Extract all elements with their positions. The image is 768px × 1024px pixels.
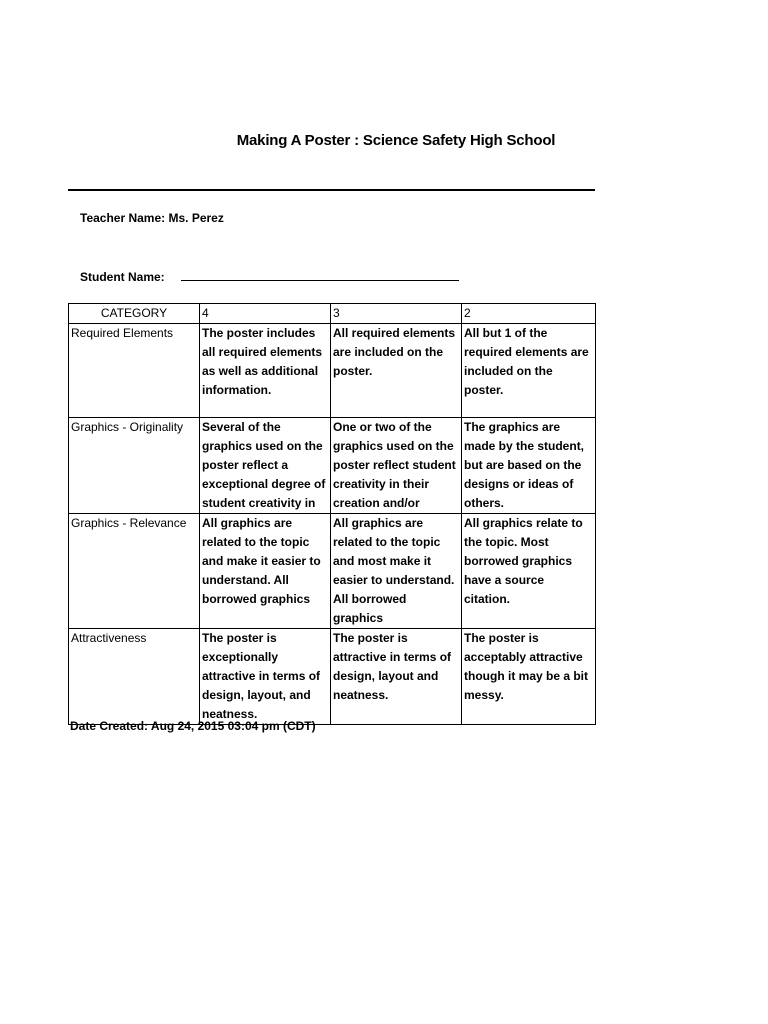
descriptor-cell: All required elements are included on the poster. — [331, 324, 462, 418]
table-row — [69, 324, 596, 418]
descriptor-cell: All graphics relate to the topic. Most borrowed graphics have a source citation. — [462, 514, 596, 629]
criterion-cell: Required Elements — [69, 324, 200, 418]
teacher-name-row — [80, 211, 224, 225]
descriptor-cell: One or two of the graphics used on the poster reflect student creativity in their creation and/or — [331, 418, 462, 514]
title-divider — [68, 189, 595, 191]
date-created: Date Created: Aug 24, 2015 03:04 pm (CDT) — [70, 719, 316, 733]
descriptor-cell: The graphics are made by the student, but are based on the designs or ideas of others. — [462, 418, 596, 514]
teacher-name-label: Teacher Name: — [80, 211, 166, 225]
table-row — [69, 418, 596, 514]
criterion-cell: Graphics - Relevance — [69, 514, 200, 629]
student-name-blank — [181, 268, 459, 281]
descriptor-cell: The poster is exceptionally attractive in terms of design, layout, and neatness. — [200, 629, 331, 725]
header-score-4: 4 — [200, 304, 331, 324]
descriptor-cell: All graphics are related to the topic and make it easier to understand. All borrowed graphics — [200, 514, 331, 629]
descriptor-cell: The poster is acceptably attractive though it may be a bit messy. — [462, 629, 596, 725]
rubric-table — [68, 303, 596, 725]
descriptor-cell: The poster is attractive in terms of design, layout and neatness. — [331, 629, 462, 725]
header-category: CATEGORY — [69, 304, 200, 324]
criterion-cell: Attractiveness — [69, 629, 200, 725]
descriptor-cell: Several of the graphics used on the poster reflect a exceptional degree of student creativity in — [200, 418, 331, 514]
descriptor-cell: All graphics are related to the topic and most make it easier to understand. All borrowed graphics — [331, 514, 462, 629]
table-row — [69, 514, 596, 629]
header-score-3: 3 — [331, 304, 462, 324]
descriptor-cell: The poster includes all required elements as well as additional information. — [200, 324, 331, 418]
student-name-row — [80, 268, 459, 284]
rubric-header-row — [69, 304, 596, 324]
teacher-name-value: Ms. Perez — [168, 211, 224, 225]
criterion-cell: Graphics - Originality — [69, 418, 200, 514]
page-title: Making A Poster : Science Safety High School — [236, 132, 556, 149]
header-score-2: 2 — [462, 304, 596, 324]
student-name-label: Student Name: — [80, 270, 165, 284]
descriptor-cell: All but 1 of the required elements are included on the poster. — [462, 324, 596, 418]
table-row — [69, 629, 596, 725]
